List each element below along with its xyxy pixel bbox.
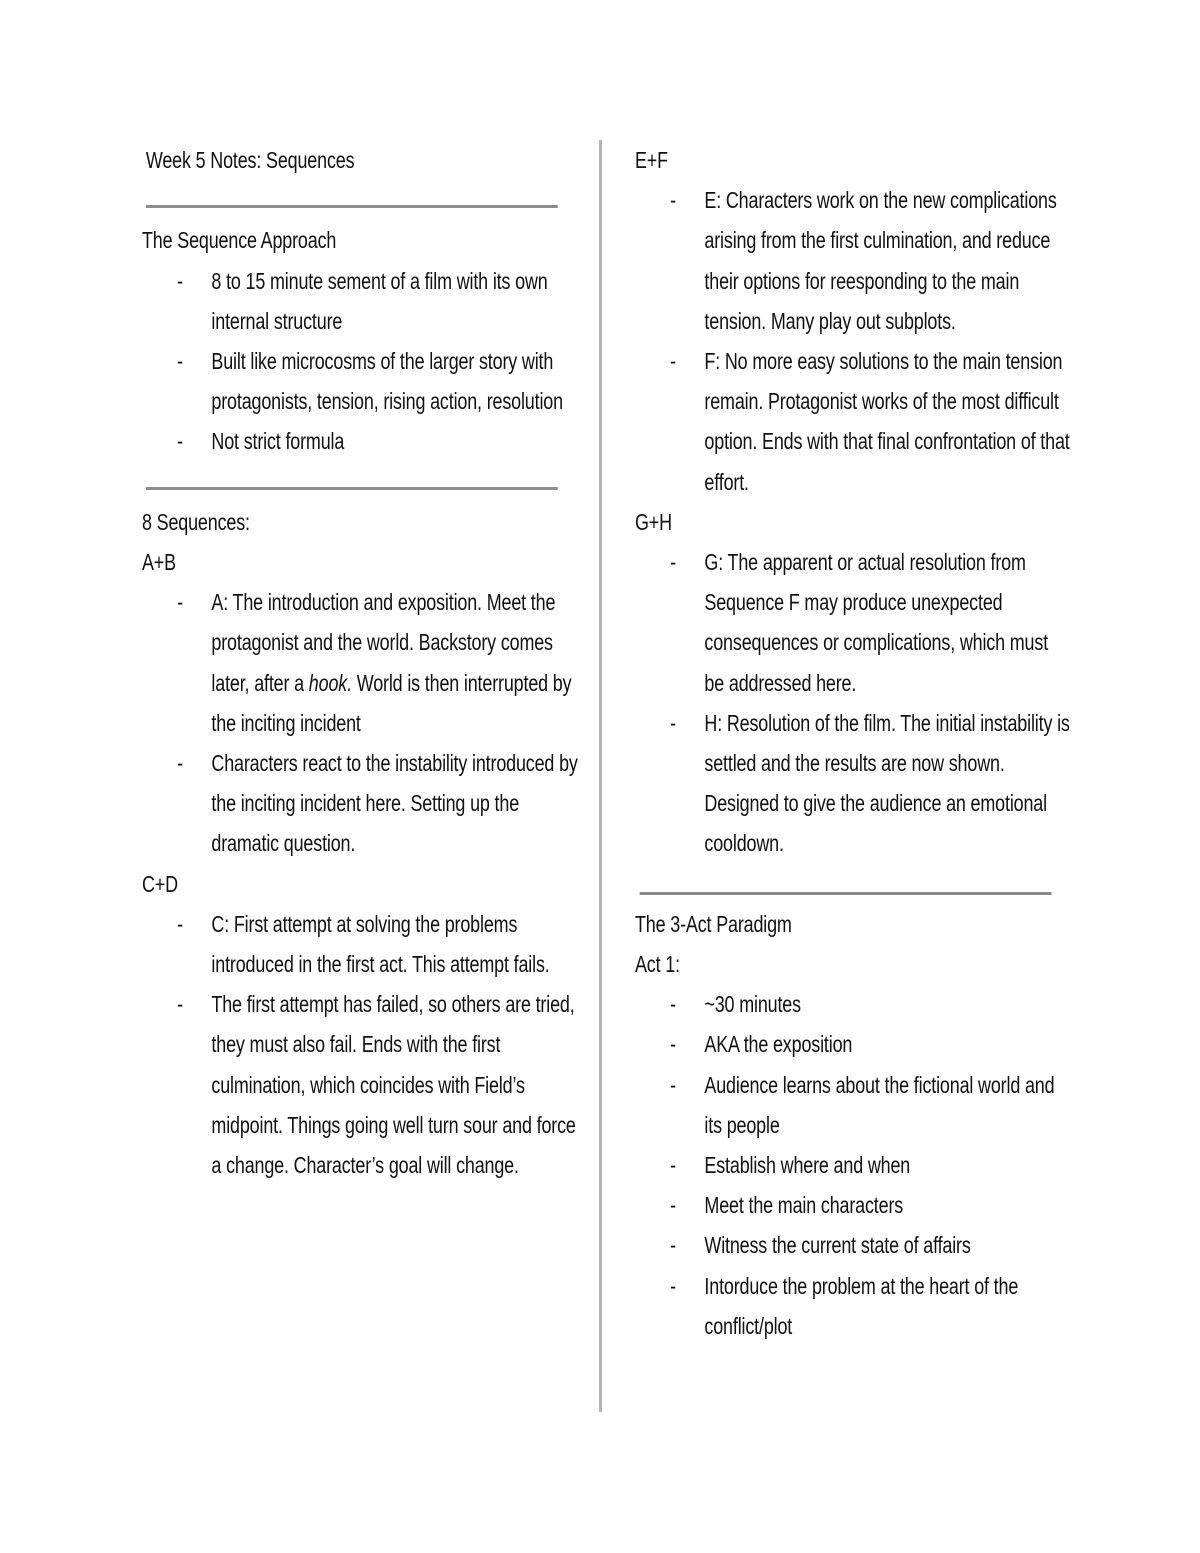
rule-line bbox=[146, 205, 558, 208]
list-item-text: ~30 minutes bbox=[704, 991, 801, 1018]
list-item-text-cont: World is then interrupted by the inciting incident bbox=[211, 669, 572, 736]
list-item-text: Built like microcosms of the larger story with protagonists, tension, rising action, resolution bbox=[211, 348, 563, 415]
list-item bbox=[142, 582, 578, 743]
gh-list bbox=[635, 542, 1070, 864]
list-item bbox=[635, 542, 1071, 703]
bullet-dash: - bbox=[670, 1031, 676, 1058]
list-item bbox=[142, 984, 578, 1185]
column-divider bbox=[599, 140, 602, 1412]
hook-emphasis: hook. bbox=[308, 669, 352, 696]
list-item bbox=[635, 703, 1071, 864]
list-item bbox=[635, 1225, 1071, 1265]
list-item bbox=[635, 1266, 1071, 1346]
bullet-dash: - bbox=[177, 589, 183, 616]
list-item-text: Audience learns about the fictional world and its people bbox=[704, 1071, 1055, 1138]
list-item-text: A: The introduction and exposition. Meet the protagonist and the world. Backstory comes later, after a bbox=[211, 589, 556, 696]
subheading-cd: C+D bbox=[142, 870, 178, 897]
list-item bbox=[142, 904, 578, 984]
bullet-dash: - bbox=[177, 750, 183, 777]
list-item bbox=[635, 1185, 1071, 1225]
bullet-dash: - bbox=[670, 1071, 676, 1098]
bullet-dash: - bbox=[670, 1232, 676, 1259]
list-item-text: Witness the current state of affairs bbox=[704, 1232, 971, 1259]
bullet-dash: - bbox=[670, 549, 676, 576]
list-item bbox=[635, 1065, 1071, 1145]
bullet-dash: - bbox=[670, 187, 676, 214]
ef-list bbox=[635, 180, 1070, 502]
list-item bbox=[142, 743, 578, 864]
subheading-gh: G+H bbox=[635, 508, 672, 535]
list-item bbox=[635, 341, 1071, 502]
list-item-text: The first attempt has failed, so others are tried, they must also fail. Ends with the first culmination, which coincides with Field’s midpoint. Things going well turn sour and force a change. Character’s goal will change. bbox=[211, 991, 576, 1179]
list-item-text: Intorduce the problem at the heart of the conflict/plot bbox=[704, 1272, 1019, 1339]
right-column bbox=[635, 140, 1070, 1346]
bullet-dash: - bbox=[177, 428, 183, 455]
horizontal-rule bbox=[142, 462, 563, 502]
section-heading-8-sequences: 8 Sequences: bbox=[142, 508, 250, 535]
section-heading-sequence-approach: The Sequence Approach bbox=[142, 227, 337, 254]
list-item-text: G: The apparent or actual resolution from Sequence F may produce unexpected consequences or complications, which must be addressed here. bbox=[704, 549, 1049, 696]
subheading-act1: Act 1: bbox=[635, 951, 680, 978]
bullet-dash: - bbox=[670, 991, 676, 1018]
act1-list bbox=[635, 984, 1056, 1346]
rule-line bbox=[146, 487, 558, 490]
bullet-dash: - bbox=[670, 1152, 676, 1179]
horizontal-rule bbox=[635, 864, 1056, 904]
bullet-dash: - bbox=[177, 991, 183, 1018]
subheading-ab: A+B bbox=[142, 549, 176, 575]
rule-line bbox=[640, 892, 1052, 895]
bullet-dash: - bbox=[670, 348, 676, 375]
list-item-text: H: Resolution of the film. The initial instability is settled and the results are now shown. Designed to give the audience an emotional cooldown. bbox=[704, 709, 1070, 857]
bullet-dash: - bbox=[177, 910, 183, 937]
horizontal-rule bbox=[142, 180, 563, 220]
cd-list bbox=[142, 904, 576, 1185]
list-item-text: C: First attempt at solving the problems introduced in the first act. This attempt fails. bbox=[211, 910, 550, 978]
list-item-text: AKA the exposition bbox=[704, 1031, 853, 1058]
bullet-dash: - bbox=[177, 348, 183, 374]
list-item-text: E: Characters work on the new complications arising from the first culmination, and reduce their options for reesponding to the main tension. Many play out subplots. bbox=[704, 187, 1057, 334]
list-item bbox=[142, 261, 578, 341]
left-column bbox=[142, 140, 578, 1185]
bullet-dash: - bbox=[177, 267, 183, 294]
list-item bbox=[635, 984, 1071, 1024]
bullet-dash: - bbox=[670, 1272, 676, 1299]
subheading-ef: E+F bbox=[635, 147, 668, 173]
bullet-dash: - bbox=[670, 709, 676, 736]
list-item-text: 8 to 15 minute sement of a film with its own internal structure bbox=[211, 267, 548, 334]
list-item-text: Establish where and when bbox=[704, 1152, 911, 1179]
sequence-approach-list bbox=[142, 261, 563, 462]
page-title: Week 5 Notes: Sequences bbox=[145, 147, 355, 173]
list-item bbox=[635, 1024, 1071, 1064]
list-item-text: Characters react to the instability introduced by the inciting incident here. Setting up the dramatic question. bbox=[211, 750, 578, 857]
ab-list bbox=[142, 582, 578, 863]
list-item bbox=[142, 421, 578, 461]
list-item bbox=[635, 180, 1071, 341]
list-item-text: Meet the main characters bbox=[704, 1192, 904, 1219]
list-item bbox=[635, 1145, 1071, 1185]
list-item-text: F: No more easy solutions to the main tension remain. Protagonist works of the most difficult option. Ends with that final confrontation of that effort. bbox=[704, 348, 1070, 495]
list-item-text: Not strict formula bbox=[211, 428, 345, 455]
section-heading-3-act: The 3-Act Paradigm bbox=[635, 910, 792, 937]
list-item bbox=[142, 341, 578, 421]
bullet-dash: - bbox=[670, 1192, 676, 1219]
